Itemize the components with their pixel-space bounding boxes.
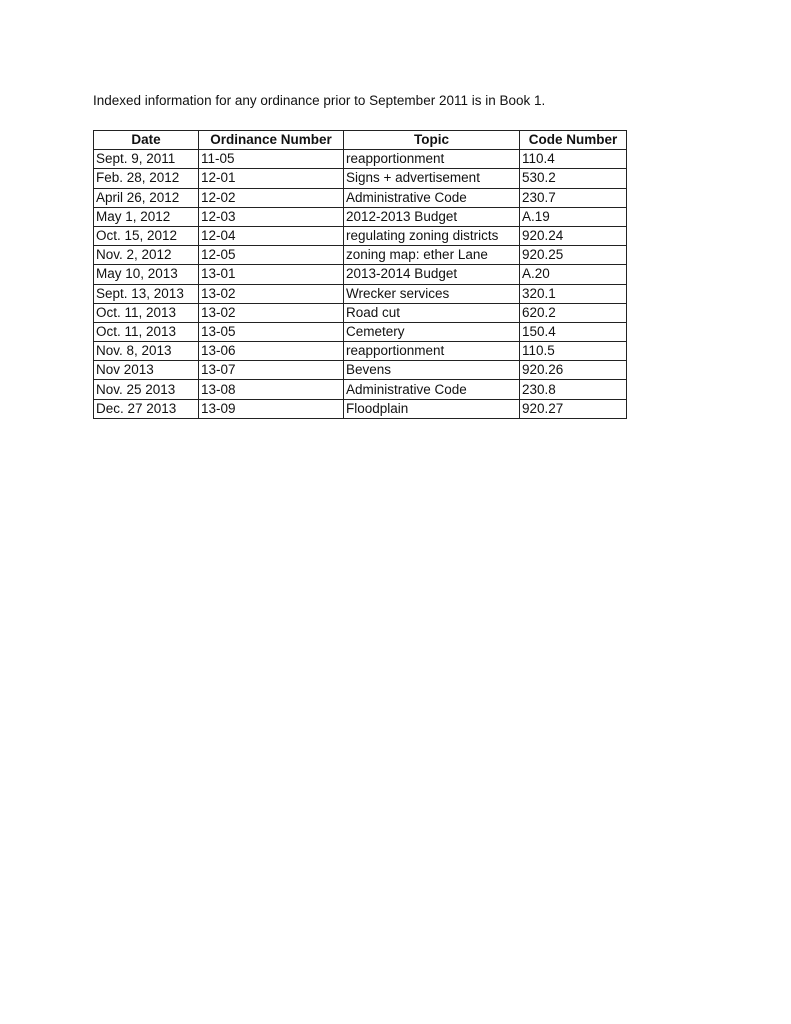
column-header-ordinance-number: Ordinance Number — [199, 131, 344, 150]
cell-ordinance-number: 12-01 — [199, 169, 344, 188]
table-row — [94, 342, 627, 361]
cell-ordinance-number: 13-02 — [199, 284, 344, 303]
cell-code-number: 150.4 — [520, 322, 627, 341]
cell-ordinance-number: 12-04 — [199, 226, 344, 245]
cell-date: Oct. 15, 2012 — [94, 226, 199, 245]
cell-code-number: 230.8 — [520, 380, 627, 399]
cell-date: May 10, 2013 — [94, 265, 199, 284]
cell-ordinance-number: 12-03 — [199, 207, 344, 226]
cell-topic: Bevens — [344, 361, 520, 380]
cell-date: Oct. 11, 2013 — [94, 303, 199, 322]
cell-code-number: 530.2 — [520, 169, 627, 188]
table-row — [94, 207, 627, 226]
column-header-topic: Topic — [344, 131, 520, 150]
cell-topic: Wrecker services — [344, 284, 520, 303]
cell-date: Sept. 9, 2011 — [94, 150, 199, 169]
cell-code-number: A.19 — [520, 207, 627, 226]
cell-date: Oct. 11, 2013 — [94, 322, 199, 341]
cell-date: Feb. 28, 2012 — [94, 169, 199, 188]
cell-ordinance-number: 13-01 — [199, 265, 344, 284]
table-row — [94, 150, 627, 169]
cell-ordinance-number: 12-02 — [199, 188, 344, 207]
cell-topic: Signs + advertisement — [344, 169, 520, 188]
column-header-code-number: Code Number — [520, 131, 627, 150]
cell-code-number: 620.2 — [520, 303, 627, 322]
cell-code-number: A.20 — [520, 265, 627, 284]
cell-ordinance-number: 13-09 — [199, 399, 344, 418]
cell-code-number: 920.24 — [520, 226, 627, 245]
table-row — [94, 226, 627, 245]
cell-code-number: 110.4 — [520, 150, 627, 169]
table-row — [94, 246, 627, 265]
index-note: Indexed information for any ordinance prior to September 2011 is in Book 1. — [93, 93, 546, 108]
cell-topic: 2012-2013 Budget — [344, 207, 520, 226]
cell-topic: zoning map: ether Lane — [344, 246, 520, 265]
column-header-date: Date — [94, 131, 199, 150]
cell-ordinance-number: 13-08 — [199, 380, 344, 399]
table-row — [94, 361, 627, 380]
ordinance-index-table — [93, 130, 627, 419]
cell-topic: Road cut — [344, 303, 520, 322]
cell-date: April 26, 2012 — [94, 188, 199, 207]
cell-date: Nov 2013 — [94, 361, 199, 380]
table-row — [94, 399, 627, 418]
table-header-row — [94, 131, 627, 150]
cell-date: Sept. 13, 2013 — [94, 284, 199, 303]
cell-code-number: 230.7 — [520, 188, 627, 207]
cell-date: Nov. 25 2013 — [94, 380, 199, 399]
cell-topic: reapportionment — [344, 342, 520, 361]
cell-code-number: 920.26 — [520, 361, 627, 380]
table-row — [94, 303, 627, 322]
cell-topic: regulating zoning districts — [344, 226, 520, 245]
table-row — [94, 265, 627, 284]
cell-date: May 1, 2012 — [94, 207, 199, 226]
cell-ordinance-number: 13-05 — [199, 322, 344, 341]
cell-ordinance-number: 11-05 — [199, 150, 344, 169]
table-row — [94, 188, 627, 207]
cell-ordinance-number: 13-06 — [199, 342, 344, 361]
cell-date: Nov. 2, 2012 — [94, 246, 199, 265]
table-row — [94, 380, 627, 399]
cell-topic: Floodplain — [344, 399, 520, 418]
cell-topic: 2013-2014 Budget — [344, 265, 520, 284]
cell-topic: Administrative Code — [344, 380, 520, 399]
cell-ordinance-number: 13-02 — [199, 303, 344, 322]
cell-ordinance-number: 12-05 — [199, 246, 344, 265]
cell-code-number: 920.27 — [520, 399, 627, 418]
cell-topic: reapportionment — [344, 150, 520, 169]
cell-code-number: 920.25 — [520, 246, 627, 265]
table-row — [94, 284, 627, 303]
table-row — [94, 169, 627, 188]
cell-date: Nov. 8, 2013 — [94, 342, 199, 361]
cell-ordinance-number: 13-07 — [199, 361, 344, 380]
cell-topic: Cemetery — [344, 322, 520, 341]
cell-code-number: 320.1 — [520, 284, 627, 303]
cell-code-number: 110.5 — [520, 342, 627, 361]
table-row — [94, 322, 627, 341]
cell-date: Dec. 27 2013 — [94, 399, 199, 418]
cell-topic: Administrative Code — [344, 188, 520, 207]
